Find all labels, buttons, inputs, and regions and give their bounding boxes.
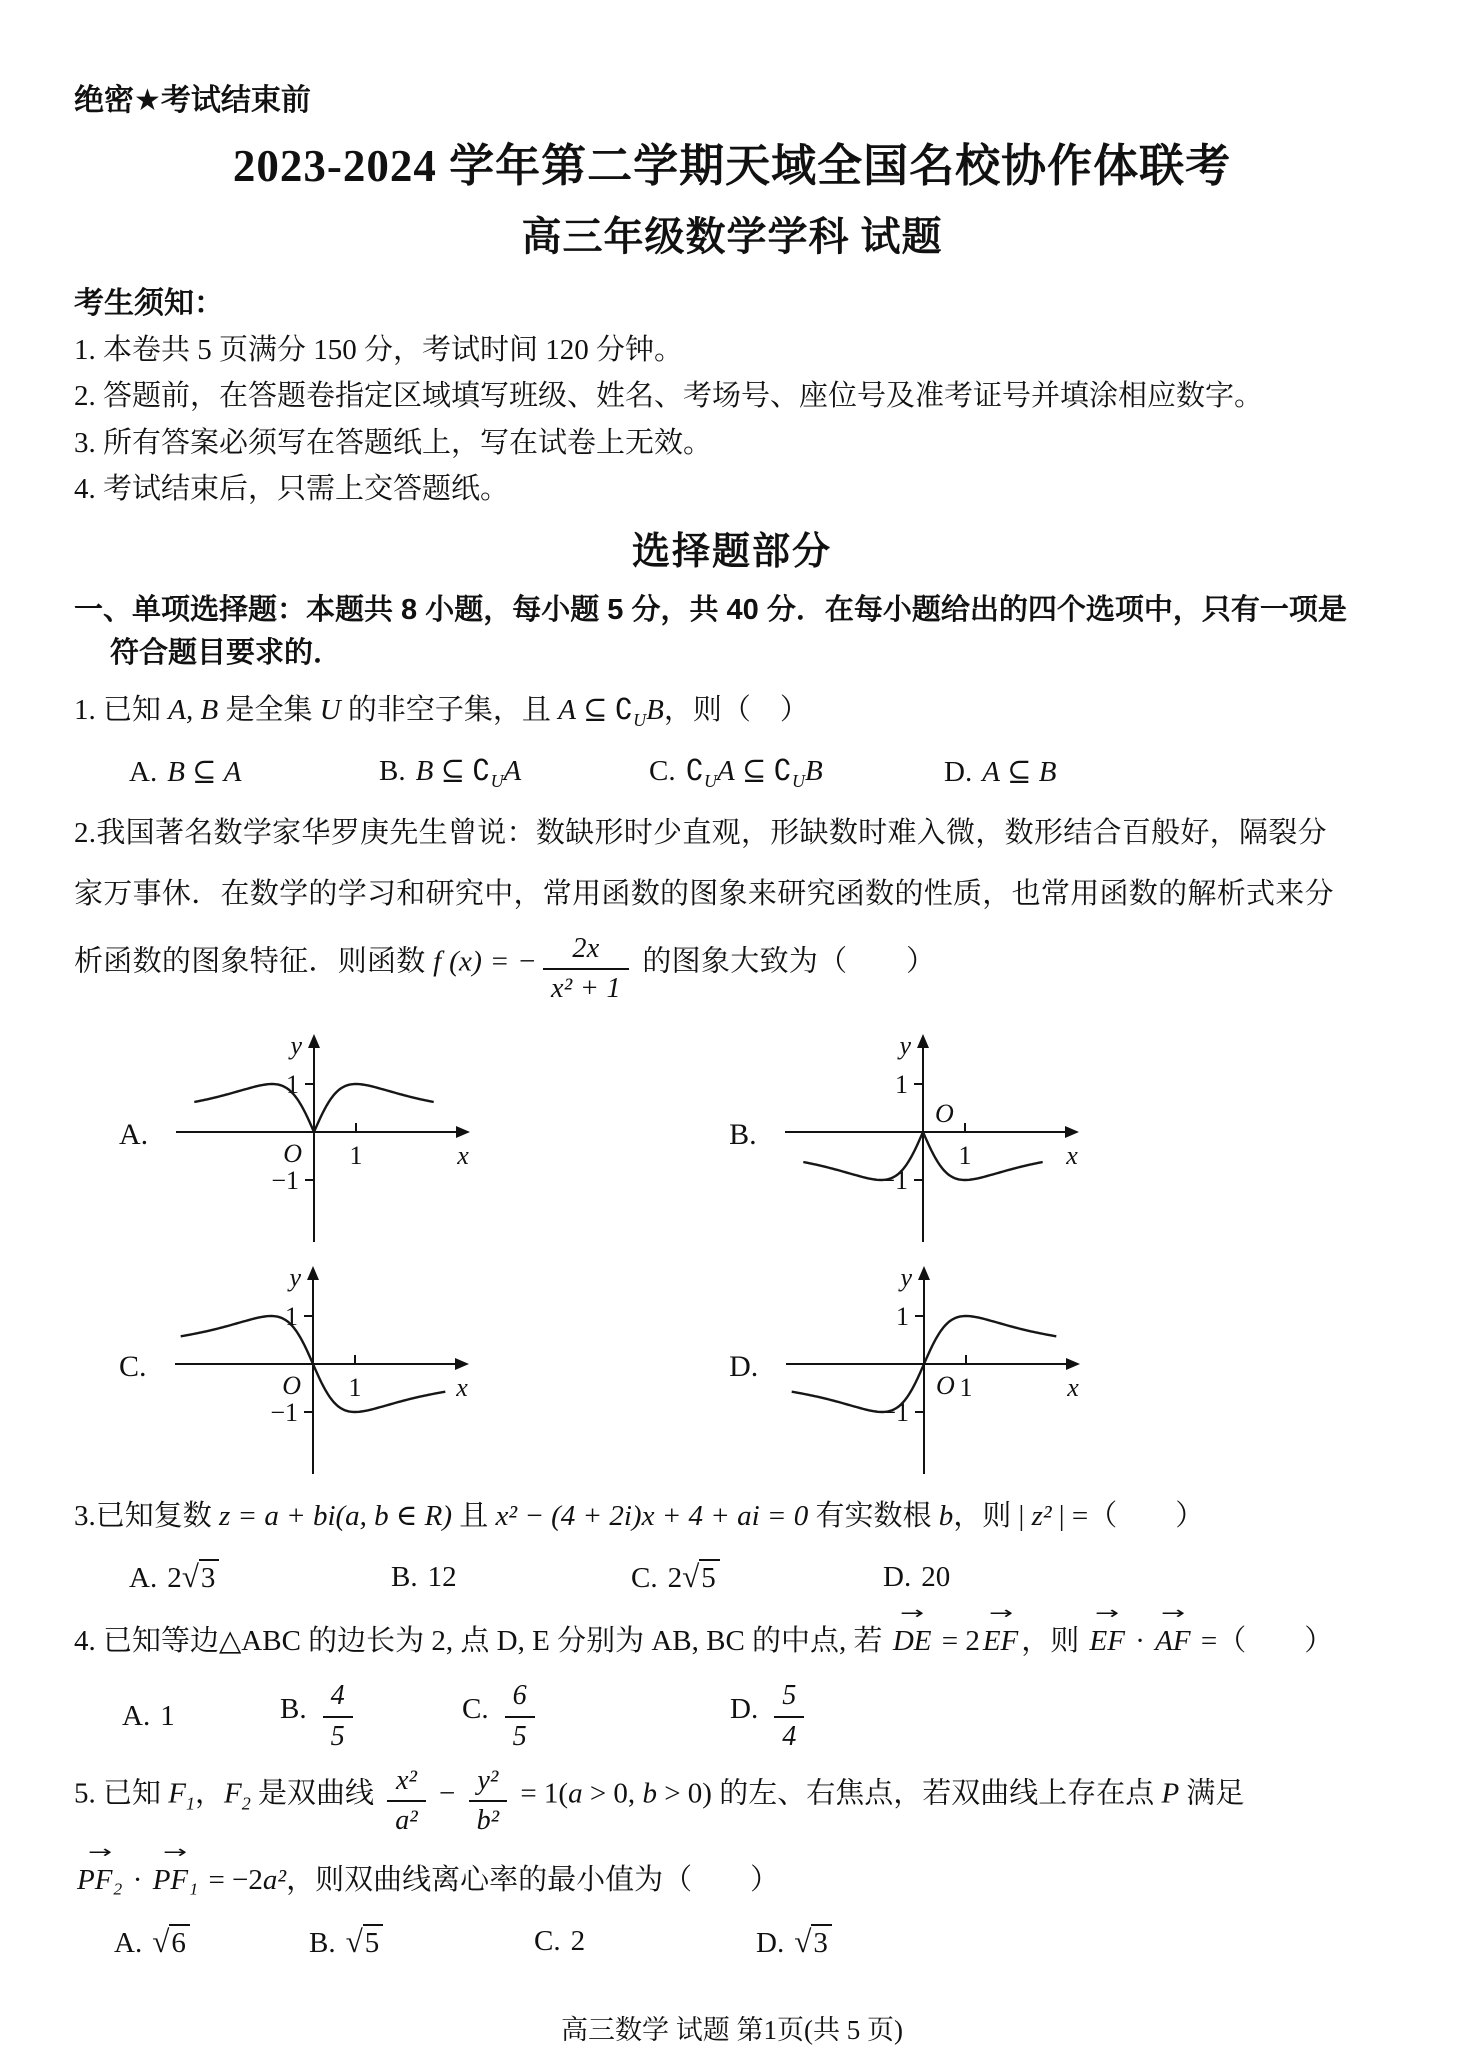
fraction-denominator: 5	[330, 1720, 345, 1752]
subscript: U	[792, 770, 805, 791]
math-italic: P	[1161, 1777, 1180, 1810]
section-intro-line2: 符合题目要求的．	[110, 637, 343, 669]
option-label: A.	[114, 1926, 143, 1959]
page-title: 2023-2024 学年第二学期天域全国名校协作体联考	[232, 141, 1232, 191]
svg-text:O: O	[283, 1138, 303, 1168]
option-value: 20	[921, 1561, 951, 1594]
classification-label: 绝密★考试结束前	[74, 84, 311, 117]
graph-row-2	[74, 1252, 1390, 1482]
subscript: U	[704, 770, 718, 791]
svg-text:x: x	[455, 1372, 468, 1402]
option-label: B.	[391, 1561, 418, 1594]
notice-item: 4. 考试结束后，只需上交答题纸。	[74, 473, 510, 505]
question-3-stem: 3.已知复数 z = a + bi(a, b ∈ R) 且 x² − (4 + 2i)x + 4 + ai = 0 有实数根 b，则 | z² | =（ ）	[74, 1499, 1205, 1532]
question-5	[74, 1765, 1390, 1966]
math-italic: F	[223, 1777, 242, 1810]
radical	[182, 1554, 220, 1601]
option-label: D.	[730, 1692, 759, 1725]
graph-option-d	[729, 1252, 1390, 1482]
function-graph-A	[164, 1020, 484, 1250]
option-label: B.	[309, 1926, 336, 1959]
radicand: 5	[363, 1924, 384, 1959]
option-D	[730, 1680, 1390, 1753]
math-italic: B	[646, 693, 664, 726]
option-value: $∁_UA$ ⊆ $∁_UB$	[685, 755, 823, 791]
math-italic: A	[982, 755, 1000, 788]
math-italic: B	[167, 755, 185, 788]
notice-heading: 考生须知：	[74, 286, 224, 320]
svg-text:−1: −1	[269, 1397, 298, 1427]
graph-option-label: C.	[119, 1350, 147, 1383]
section-title: 选择题部分	[631, 530, 832, 573]
option-C	[649, 750, 944, 795]
math-italic: A	[558, 693, 576, 726]
option-C	[631, 1554, 883, 1601]
graph-option-label: B.	[729, 1118, 757, 1151]
notice-item: 2. 答题前，在答题卷指定区域填写班级、姓名、考场号、座位号及准考证号并填涂相应数字。	[74, 380, 1264, 412]
question-3	[74, 1494, 1390, 1602]
svg-text:y: y	[900, 1262, 913, 1292]
svg-text:y: y	[288, 1262, 301, 1292]
fraction	[387, 1765, 426, 1838]
option-B	[309, 1919, 534, 1966]
page-subtitle: 高三年级数学学科 试题	[521, 213, 943, 259]
question-2-line1: 2.我国著名数学家华罗庚先生曾说：数缺形时少直观，形缺数时难入微，数形结合百般好，隔裂分	[74, 816, 1327, 849]
math-italic: B	[1038, 755, 1057, 788]
fraction	[469, 1765, 508, 1838]
option-D	[944, 751, 1390, 795]
svg-text:1: 1	[958, 1140, 972, 1170]
fraction-numerator: y²	[469, 1765, 508, 1802]
svg-text:1: 1	[959, 1372, 973, 1402]
option-label: B.	[379, 755, 406, 788]
svg-text:−1: −1	[881, 1397, 910, 1427]
option-value	[317, 1680, 359, 1752]
option-value: 2√3	[167, 1562, 219, 1594]
option-label: A.	[129, 1562, 158, 1595]
math-italic: A	[717, 755, 735, 788]
graph-option-label: A.	[119, 1118, 149, 1151]
subscript: 2	[241, 1793, 251, 1814]
math-italic: U	[319, 693, 341, 726]
option-C	[462, 1680, 730, 1753]
radical	[682, 1554, 720, 1601]
fraction-denominator: a²	[395, 1805, 418, 1837]
option-B	[391, 1556, 631, 1600]
svg-text:y: y	[290, 1030, 303, 1060]
option-label: C.	[631, 1562, 658, 1595]
fraction-numerator: 4	[323, 1680, 353, 1717]
question-2-line2: 家万事休．在数学的学习和研究中，常用函数的图象来研究函数的性质，也常用函数的解析式来分	[74, 877, 1334, 910]
svg-text:1: 1	[349, 1140, 363, 1170]
radical-sign: √	[682, 1559, 700, 1595]
fraction	[505, 1680, 535, 1753]
svg-text:x: x	[457, 1140, 469, 1170]
math-italic: a	[568, 1777, 583, 1810]
subscript: 1	[185, 1793, 195, 1814]
option-B	[280, 1680, 462, 1753]
math-italic: B	[804, 755, 823, 788]
question-4-stem: 4. 已知等边△ABC 的边长为 2, 点 D, E 分别为 AB, BC 的中点, 若 DE → = 2 EF → ，则 EF → · AF → =（ ）	[74, 1613, 1390, 1664]
notice-list	[74, 329, 1390, 512]
svg-text:O: O	[281, 1370, 301, 1400]
question-1-stem: 1. 已知 A, B 是全集 U 的非空子集，且 A ⊆ $∁_UB$，则（ ）	[74, 693, 809, 730]
option-A	[114, 1919, 309, 1966]
svg-text:O: O	[934, 1098, 954, 1128]
radical-sign: √	[794, 1923, 812, 1959]
graph-row-1	[74, 1020, 1390, 1250]
option-value	[794, 1923, 832, 1959]
option-label: D.	[883, 1561, 912, 1594]
svg-text:x: x	[1067, 1372, 1080, 1402]
question-3-options	[74, 1554, 1390, 1601]
option-value: 2	[570, 1925, 586, 1958]
option-value	[499, 1680, 541, 1752]
question-2	[74, 811, 1390, 1482]
vector-expression: EF →	[1087, 1619, 1128, 1664]
math-italic: A	[223, 755, 242, 788]
option-value: B ⊆ $∁_UA$	[415, 755, 522, 791]
radical	[152, 1919, 190, 1966]
subscript: U	[633, 709, 647, 730]
fraction-denominator: x² + 1	[551, 973, 621, 1005]
fraction	[543, 933, 629, 1006]
math-italic: B	[415, 755, 434, 788]
option-A	[129, 751, 379, 795]
option-value: A ⊆ B	[982, 755, 1057, 788]
fraction	[774, 1680, 804, 1753]
svg-text:x: x	[1065, 1140, 1078, 1170]
math-italic: z = a + bi(a, b ∈ R)	[219, 1499, 452, 1532]
question-5-options	[74, 1919, 1390, 1966]
radicand: 3	[811, 1924, 832, 1959]
math-italic: F	[168, 1777, 186, 1810]
math-italic: A, B	[168, 693, 219, 726]
question-4	[74, 1613, 1390, 1753]
option-A	[122, 1695, 280, 1739]
option-value: 1	[160, 1699, 175, 1732]
question-2-graphs	[74, 1020, 1390, 1482]
math-italic: A	[503, 755, 522, 788]
option-value	[345, 1923, 384, 1959]
fraction-denominator: b²	[476, 1805, 500, 1837]
option-C	[534, 1920, 756, 1964]
section-intro-line1: 一、单项选择题：本题共 8 小题，每小题 5 分，共 40 分．在每小题给出的四个选项中，只有一项是	[74, 593, 1347, 626]
option-label: A.	[122, 1699, 151, 1732]
fraction-numerator: x²	[387, 1765, 426, 1802]
math-italic: b	[938, 1499, 954, 1532]
page-footer: 高三数学 试题 第1页(共 5 页)	[561, 2014, 903, 2045]
graph-option-a	[74, 1020, 729, 1250]
option-B	[379, 750, 649, 795]
radical	[794, 1919, 832, 1966]
math-italic: x² − (4 + 2i)x + 4 + ai = 0	[495, 1499, 809, 1532]
question-5-stem-line2: PF₂ → · PF₁ → = −2a²，则双曲线离心率的最小值为（ ）	[74, 1852, 1390, 1903]
fraction-numerator: 2x	[543, 933, 629, 970]
radical-sign: √	[345, 1923, 363, 1959]
question-1-options	[74, 750, 1390, 795]
option-label: B.	[280, 1692, 307, 1725]
graph-option-b	[729, 1020, 1390, 1250]
fraction-denominator: 5	[512, 1720, 527, 1752]
option-value: 2√5	[668, 1562, 720, 1594]
svg-text:1: 1	[286, 1069, 300, 1099]
option-D	[883, 1556, 1390, 1600]
option-label: C.	[534, 1925, 561, 1958]
question-4-options	[74, 1680, 1390, 1753]
math-italic: z²	[1031, 1499, 1052, 1532]
option-A	[129, 1554, 391, 1601]
math-italic: f (x) = −	[433, 945, 537, 978]
function-graph-D	[774, 1252, 1094, 1482]
radicand: 6	[169, 1924, 190, 1959]
vector-expression: EF →	[980, 1619, 1021, 1664]
svg-text:−1: −1	[879, 1165, 908, 1195]
option-label: C.	[649, 755, 676, 788]
vector-expression: PF₂ →	[74, 1858, 126, 1903]
radicand: 5	[699, 1559, 720, 1594]
math-italic: a²	[262, 1863, 287, 1896]
option-label: C.	[462, 1692, 489, 1725]
svg-text:O: O	[936, 1370, 956, 1400]
option-label: A.	[129, 755, 158, 788]
notice-item: 1. 本卷共 5 页满分 150 分，考试时间 120 分钟。	[74, 333, 684, 366]
function-graph-C	[163, 1252, 483, 1482]
vector-expression: DE →	[890, 1619, 935, 1664]
subscript: U	[490, 770, 504, 791]
question-1	[74, 688, 1390, 795]
notice-item: 3. 所有答案必须写在答题纸上，写在试卷上无效。	[74, 426, 713, 459]
option-value: B ⊆ A	[167, 755, 242, 788]
fraction-numerator: 6	[505, 1680, 535, 1717]
vector-expression: AF →	[1152, 1619, 1193, 1664]
math-italic: b	[642, 1777, 657, 1810]
svg-text:1: 1	[284, 1301, 298, 1331]
svg-text:−1: −1	[271, 1165, 300, 1195]
vector-expression: PF₁ →	[150, 1858, 202, 1903]
radical-sign: √	[152, 1923, 170, 1959]
option-value	[152, 1923, 190, 1959]
radicand: 3	[199, 1559, 220, 1594]
option-value: 12	[427, 1561, 457, 1594]
radical-sign: √	[181, 1559, 199, 1595]
svg-text:y: y	[899, 1030, 911, 1060]
graph-option-c	[74, 1252, 729, 1482]
function-graph-B	[773, 1020, 1093, 1250]
fraction	[323, 1680, 353, 1753]
option-label: D.	[944, 755, 973, 788]
svg-text:1: 1	[348, 1372, 362, 1402]
svg-text:1: 1	[896, 1301, 910, 1331]
svg-text:1: 1	[894, 1069, 908, 1099]
option-D	[756, 1919, 1390, 1966]
graph-option-label: D.	[729, 1350, 759, 1383]
radical	[346, 1919, 384, 1966]
fraction-denominator: 4	[782, 1720, 797, 1752]
question-2-formula-line: 析函数的图象特征．则函数 f (x) = − $\frac{2x}{\text{x² + 1}}$ 的图象大致为（ ）	[74, 932, 936, 1005]
question-5-stem-line1: 5. 已知 $F_1$，$F_2$ 是双曲线 $\frac{\text{x²}}{\text{a²}}$ − $\frac{\text{y²}}{\text{b²}}$ = 1(a > 0, b > 0) 的左、右焦点，若双曲线上存在点 P 满足	[74, 1765, 1245, 1837]
option-label: D.	[756, 1926, 785, 1959]
option-value	[768, 1680, 810, 1752]
fraction-numerator: 5	[774, 1680, 804, 1717]
